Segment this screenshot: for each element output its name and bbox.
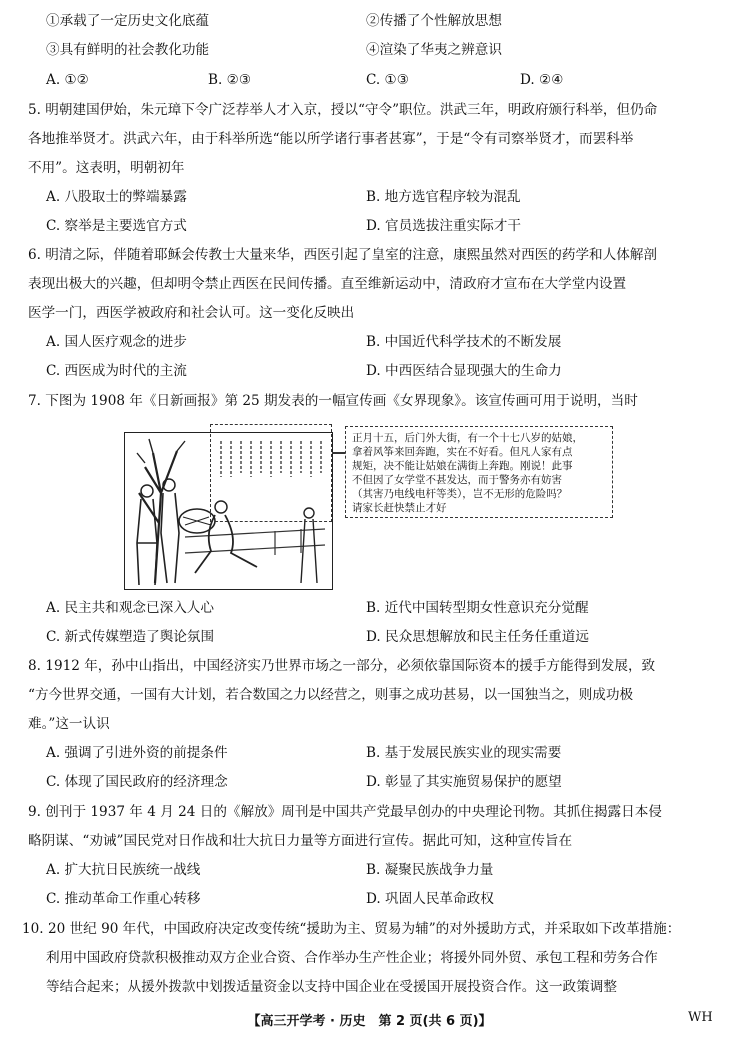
q8-option-c: C. 体现了国民政府的经济理念 — [46, 774, 228, 790]
q9-stem-line-2: 略阴谋、“劝诫”国民党对日作战和壮大抗日力量等方面进行宣传。据此可知，这种宣传旨在 — [28, 833, 573, 849]
statement-4: ④渲染了华夷之辨意识 — [366, 42, 502, 58]
q6-option-a: A. 国人医疗观念的进步 — [46, 334, 187, 350]
q5-option-b: B. 地方选官程序较为混乱 — [366, 189, 521, 205]
transcription-line: 不但因了女学堂不甚发达，而于警务亦有妨害 — [352, 474, 562, 486]
q5-stem-line-3: 不用”。这表明，明朝初年 — [28, 160, 185, 176]
q10-stem-line-2: 利用中国政府贷款积极推动双方企业合资、合作举办生产性企业；将援外同外贸、承包工程和劳务合作 — [46, 950, 658, 966]
q8-option-b: B. 基于发展民族实业的现实需要 — [366, 745, 562, 761]
q10-stem-line-3: 等结合起来；从援外拨款中划拨适量资金以支持中国企业在受援国开展投资合作。这一政策调整 — [46, 979, 617, 995]
statement-2: ②传播了个性解放思想 — [366, 13, 502, 29]
q6-option-b: B. 中国近代科学技术的不断发展 — [366, 334, 562, 350]
transcription-line: （其害乃电线电杆等类），岂不无形的危险吗？ — [352, 488, 568, 500]
statement-1: ①承载了一定历史文化底蕴 — [46, 13, 210, 29]
q9-option-a: A. 扩大抗日民族统一战线 — [46, 862, 201, 878]
q6-option-d: D. 中西医结合显现强大的生命力 — [366, 363, 562, 379]
q7-option-b: B. 近代中国转型期女性意识充分觉醒 — [366, 600, 589, 616]
page-footer: 【高三开学考 · 历史 第 2 页(共 6 页)】 — [247, 1014, 492, 1029]
q8-stem-line-1: 8. 1912 年，孙中山指出，中国经济实乃世界市场之一部分，必须依靠国际资本的援手方能得到发展，致 — [28, 658, 656, 674]
q5-stem-line-1: 5. 明朝建国伊始，朱元璋下令广泛荐举人才入京，授以“守令”职位。洪武三年，明政府颁行科举，但仍命 — [28, 102, 658, 118]
poster-figure — [124, 424, 620, 590]
q10-stem-line-1: 10. 20 世纪 90 年代，中国政府决定改变传统“援助为主、贸易为辅”的对外援助方式，并采取如下改革措施： — [22, 921, 681, 937]
q7-option-a: A. 民主共和观念已深入人心 — [46, 600, 214, 616]
poster-transcription — [345, 426, 613, 518]
prev-option-b: B. ②③ — [208, 72, 252, 88]
q9-option-c: C. 推动革命工作重心转移 — [46, 891, 201, 907]
q5-option-d: D. 官员选拔注重实际才干 — [366, 218, 521, 234]
transcription-line: 规矩，决不能让姑娘在满街上奔跑。刚说！此事 — [352, 460, 573, 472]
q6-stem-line-3: 医学一门，西医学被政府和社会认可。这一变化反映出 — [28, 305, 355, 321]
transcription-line: 拿着风筝来回奔跑，实在不好看。但凡人家有点 — [352, 446, 573, 458]
q7-option-d: D. 民众思想解放和民主任务任重道远 — [366, 629, 589, 645]
paper-code: WH — [688, 1010, 713, 1025]
pointer-arrow — [332, 452, 346, 454]
q9-stem-line-1: 9. 创刊于 1937 年 4 月 24 日的《解放》周刊是中国共产党最早创办的中央理论刊物。其抓住揭露日本侵 — [28, 804, 662, 820]
q8-option-d: D. 彰显了其实施贸易保护的愿望 — [366, 774, 562, 790]
poster-caption-frame — [210, 424, 332, 522]
prev-option-a: A. ①② — [46, 72, 89, 88]
q8-stem-line-2: “方今世界交通，一国有大计划，若合数国之力以经营之，则事之成功甚易，以一国独当之，则成功极 — [28, 687, 634, 703]
prev-option-d: D. ②④ — [520, 72, 564, 88]
q8-stem-line-3: 难。”这一认识 — [28, 716, 110, 732]
q5-stem-line-2: 各地推举贤才。洪武六年，由于科举所选“能以所学诸行事者甚寡”，于是“令有司察举贤才，而罢科举 — [28, 131, 634, 147]
q6-stem-line-2: 表现出极大的兴趣，但却明令禁止西医在民间传播。直至维新运动中，清政府才宣布在大学堂内设置 — [28, 276, 627, 292]
transcription-line: 请家长赶快禁止才好 — [352, 502, 447, 514]
q7-stem-line-1: 7. 下图为 1908 年《日新画报》第 25 期发表的一幅宣传画《女界现象》。该宣传画可用于说明，当时 — [28, 393, 638, 409]
q7-option-c: C. 新式传媒塑造了舆论氛围 — [46, 629, 215, 645]
q5-option-c: C. 察举是主要选官方式 — [46, 218, 187, 234]
prev-option-c: C. ①③ — [366, 72, 409, 88]
statement-3: ③具有鲜明的社会教化功能 — [46, 42, 210, 58]
q6-stem-line-1: 6. 明清之际，伴随着耶稣会传教士大量来华，西医引起了皇室的注意，康熙虽然对西医的药学和人体解剖 — [28, 247, 658, 263]
transcription-line: 正月十五，后门外大街，有一个十七八岁的姑娘， — [352, 432, 583, 444]
q9-option-d: D. 巩固人民革命政权 — [366, 891, 494, 907]
q5-option-a: A. 八股取士的弊端暴露 — [46, 189, 187, 205]
q9-option-b: B. 凝聚民族战争力量 — [366, 862, 494, 878]
q6-option-c: C. 西医成为时代的主流 — [46, 363, 187, 379]
q8-option-a: A. 强调了引进外资的前提条件 — [46, 745, 228, 761]
